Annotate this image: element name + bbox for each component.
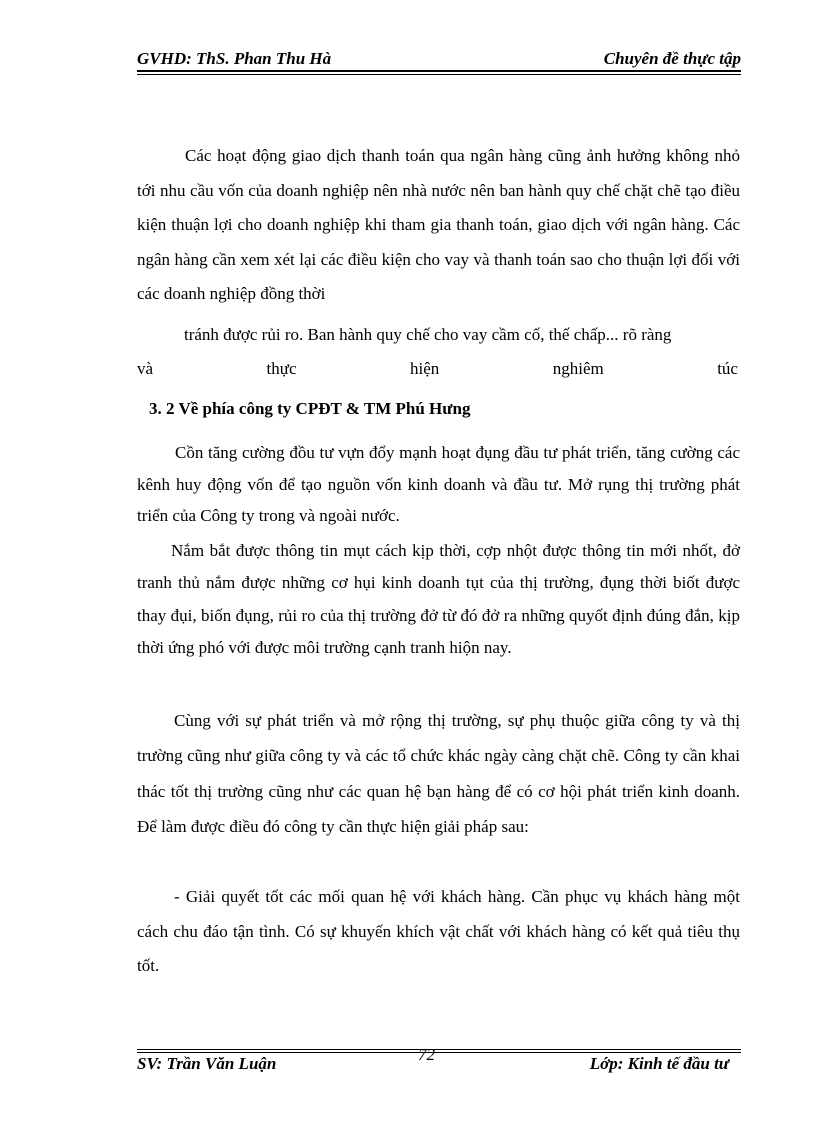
word: thực	[266, 359, 297, 378]
section-heading: 3. 2 Về phía công ty CPĐT & TM Phú Hưng	[149, 399, 471, 418]
footer-right: Lớp: Kinh tế đầu tư	[589, 1054, 729, 1073]
paragraph-2	[137, 318, 740, 386]
page-number: 72	[418, 1045, 435, 1064]
paragraph-6: - Giải quyết tốt các mối quan hệ với khách hàng. Cần phục vụ khách hàng một cách chu đáo tận tình. Có sự khuyến khích vật chất với khách hàng có kết quả tiêu thụ tốt.	[137, 887, 740, 975]
word: nghiêm	[552, 359, 604, 378]
header-rule-thin	[137, 74, 741, 75]
paragraph-2-line-1: tránh được rủi ro. Ban hành quy chế cho vay cầm cố, thế chấp... rõ ràng	[184, 325, 672, 344]
footer-rule-upper	[137, 1049, 741, 1050]
word: và	[137, 359, 154, 378]
header-right: Chuyên đề thực tập	[603, 49, 741, 68]
header-left: GVHD: ThS. Phan Thu Hà	[137, 49, 332, 68]
word: túc	[717, 359, 738, 378]
paragraph-1: Các hoạt động giao dịch thanh toán qua ngân hàng cũng ảnh hưởng không nhỏ tới nhu cầu vốn của doanh nghiệp nên nhà nước nên ban hành quy chế chặt chẽ tạo điều kiện thuận lợi cho doanh nghiệp khi tham gia thanh toán, giao dịch với ngân hàng. Các ngân hàng cần xem xét lại các điều kiện cho vay và thanh toán sao cho thuận lợi đối với các doanh nghiệp đồng thời	[137, 146, 740, 303]
paragraph-5: Cùng với sự phát triển và mở rộng thị trường, sự phụ thuộc giữa công ty và thị trường cũng như giữa công ty và các tổ chức khác ngày càng chặt chẽ. Công ty cần khai thác tốt thị trường cũng như các quan hệ bạn hàng để có cơ hội phát triển kinh doanh. Để làm được điều đó công ty cần thực hiện giải pháp sau:	[137, 711, 740, 837]
paragraph-4: Nắm bắt được thông tin mụt cách kịp thời, cợp nhột được thông tin mới nhốt, đở tranh thủ nắm được những cơ hụi kinh doanh tụt của thị trường, đụng thời biốt được thay đụi, biốn đụng, rủi ro của thị trường đở từ đó đở ra những quyốt định đúng đắn, kịp thời ứng phó với được môi trường cạnh tranh hiộn nay.	[137, 541, 740, 657]
word: hiện	[409, 359, 440, 378]
paragraph-2-line-2	[137, 352, 740, 386]
header-rule-thick	[137, 70, 741, 72]
footer-left: SV: Trần Văn Luận	[137, 1054, 277, 1073]
paragraph-3: Cồn tăng cường đồu tư vựn đổy mạnh hoạt đụng đầu tư phát triển, tăng cường các kênh huy động vốn để tạo nguồn vốn kinh doanh và đầu tư. Mở rụng thị trường phát triển của Công ty trong và ngoài nước.	[137, 443, 740, 525]
